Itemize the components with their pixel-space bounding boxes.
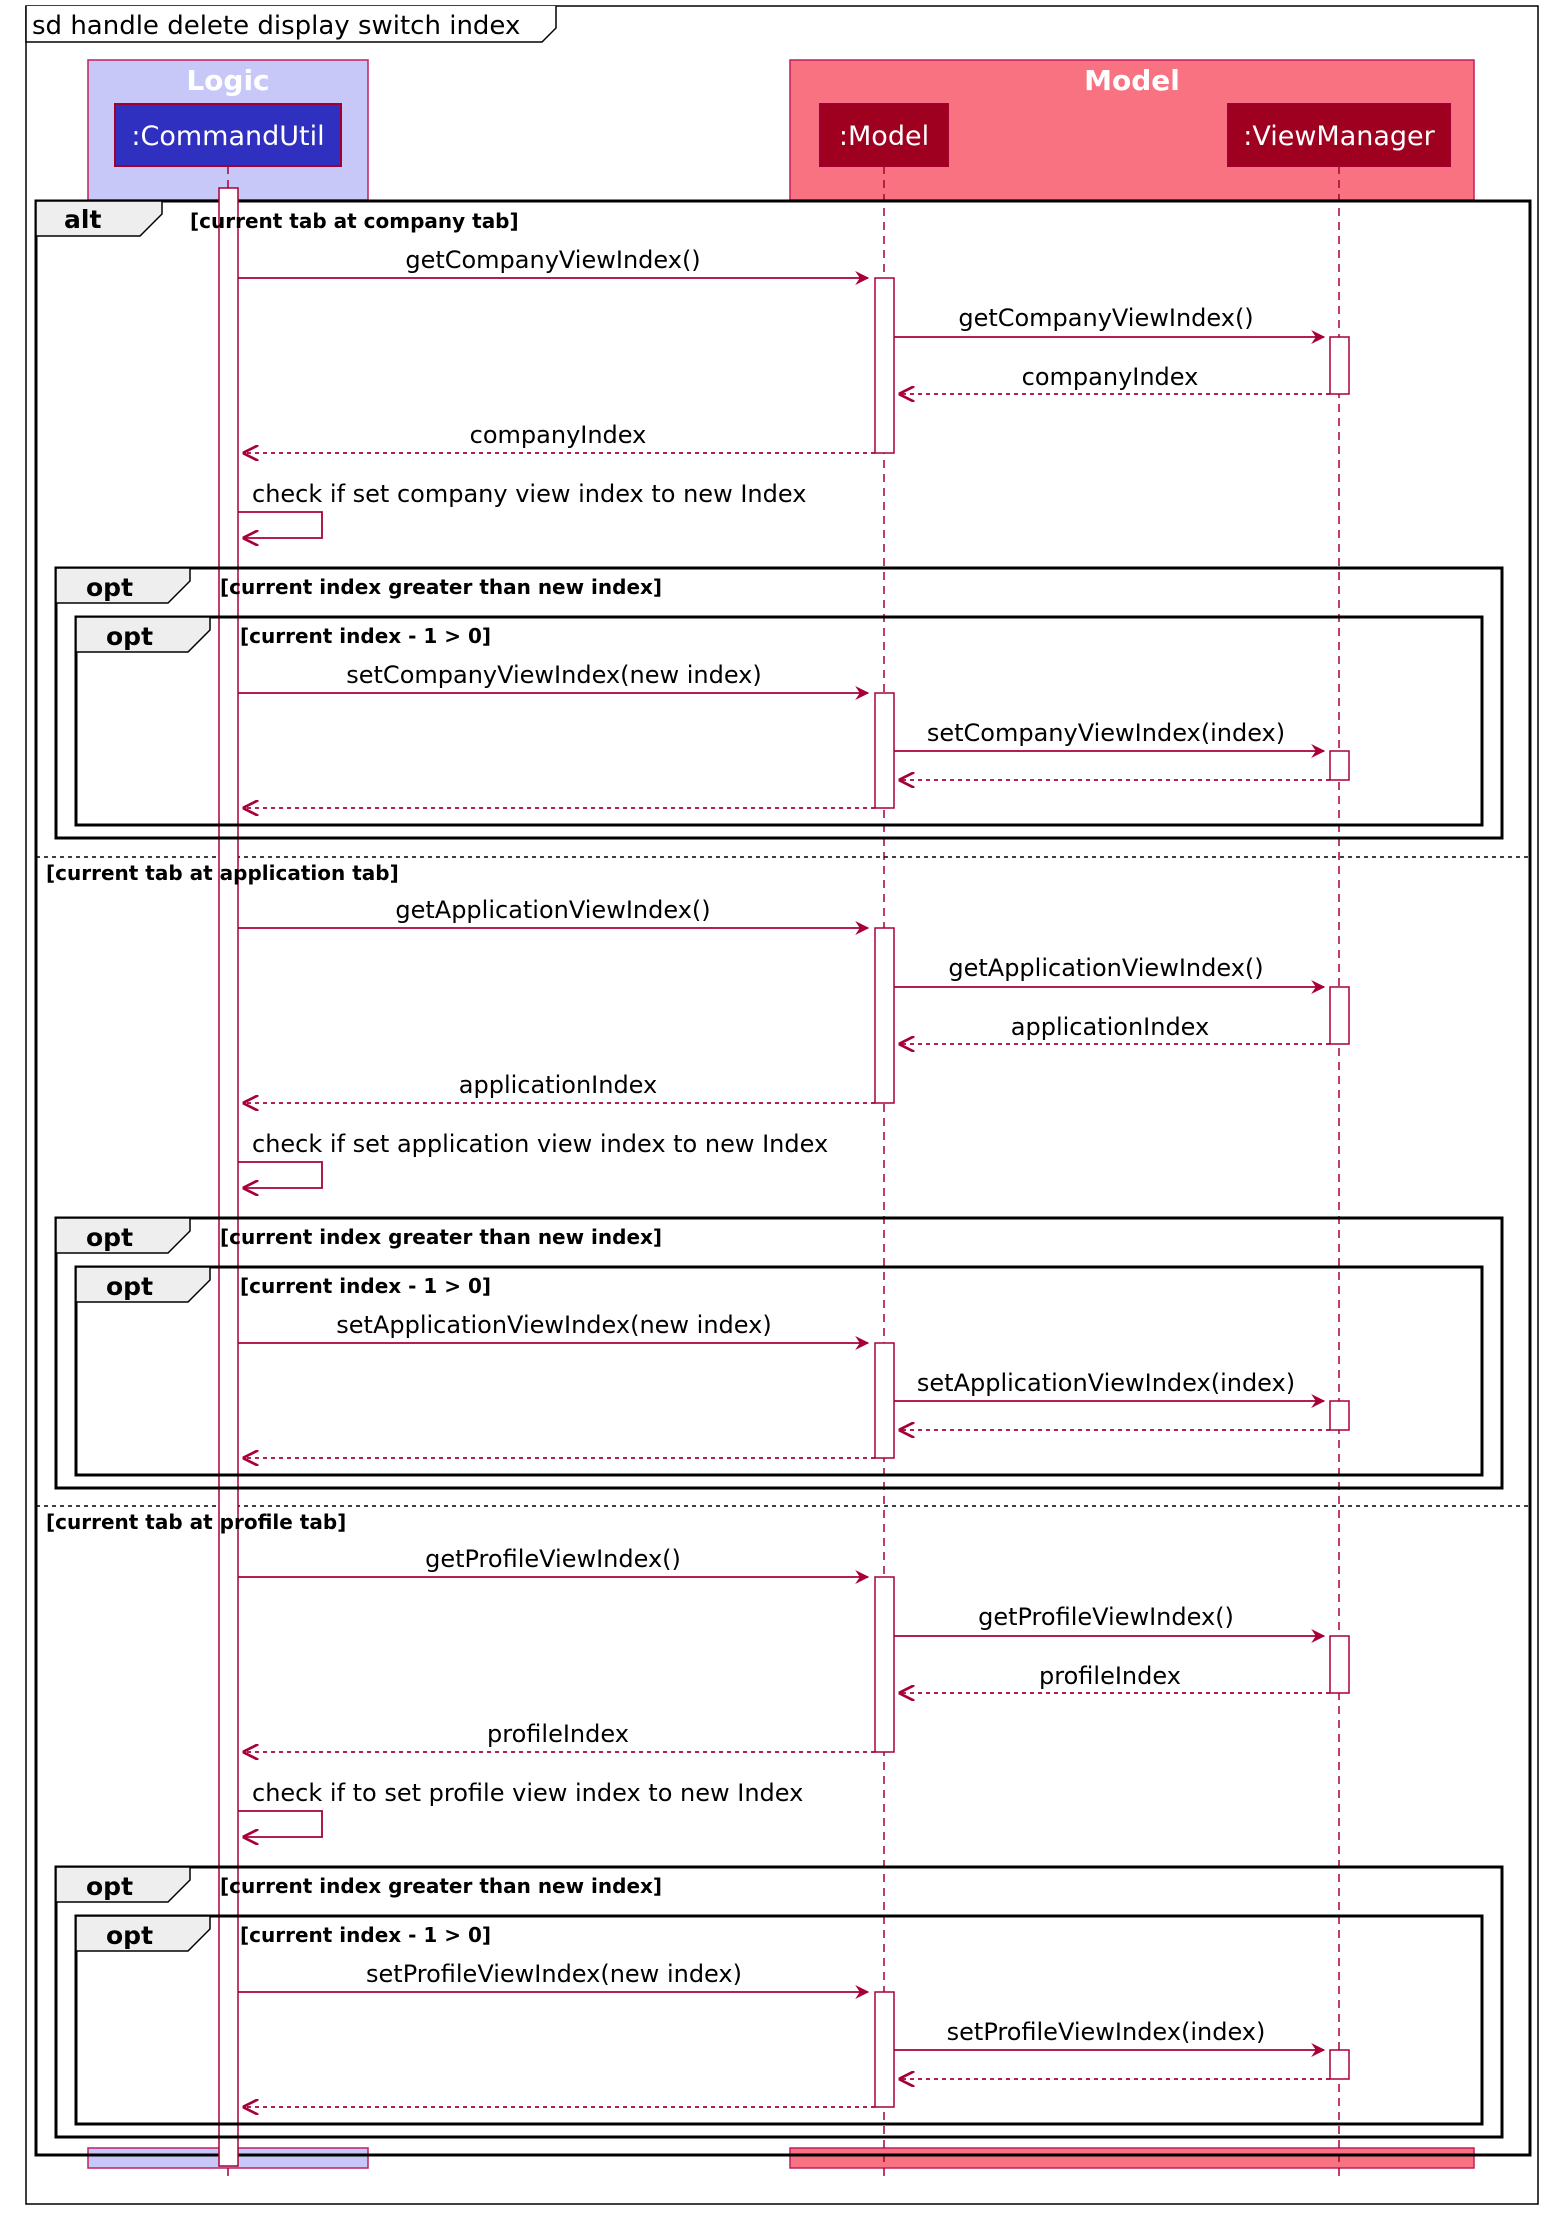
message-label: getProfileViewIndex(): [978, 1603, 1234, 1631]
activation-commandutil: [219, 188, 238, 2166]
opt-inner-keyword: opt: [106, 622, 154, 651]
opt-inner-keyword: opt: [106, 1921, 154, 1950]
opt-inner-frame: [76, 1916, 1482, 2124]
activation-viewmanager: [1330, 337, 1349, 394]
message-label: setApplicationViewIndex(index): [916, 1369, 1296, 1397]
self-message-arrow: [238, 512, 322, 538]
opt-inner-guard: [current index - 1 > 0]: [240, 624, 492, 648]
self-message-arrow: [238, 1811, 322, 1837]
activation-model: [875, 1343, 894, 1458]
activation-model: [875, 1992, 894, 2107]
box-model-bottom: [790, 2148, 1474, 2168]
message-label: getCompanyViewIndex(): [405, 246, 701, 274]
opt-outer-guard: [current index greater than new index]: [220, 1225, 663, 1249]
alt-guard: [current tab at profile tab]: [46, 1510, 347, 1534]
activation-viewmanager: [1330, 987, 1349, 1044]
opt-outer-guard: [current index greater than new index]: [220, 575, 663, 599]
opt-outer-keyword: opt: [86, 573, 134, 602]
box-logic-label: Logic: [186, 64, 270, 97]
self-message-arrow: [238, 1162, 322, 1188]
activation-viewmanager: [1330, 1401, 1349, 1430]
return-label: companyIndex: [1021, 363, 1199, 391]
opt-outer-keyword: opt: [86, 1872, 134, 1901]
opt-inner-keyword: opt: [106, 1272, 154, 1301]
activation-viewmanager: [1330, 1636, 1349, 1693]
opt-inner-guard: [current index - 1 > 0]: [240, 1923, 492, 1947]
return-label: profileIndex: [1039, 1662, 1181, 1690]
opt-outer-keyword: opt: [86, 1223, 134, 1252]
participant-model-label: :Model: [838, 121, 930, 152]
opt-outer-frame: [56, 568, 1502, 838]
activation-model: [875, 1577, 894, 1752]
message-label: setProfileViewIndex(new index): [366, 1960, 742, 1988]
alt-keyword: alt: [64, 205, 102, 234]
participant-viewmanager-label: :ViewManager: [1243, 121, 1435, 152]
opt-outer-frame: [56, 1867, 1502, 2137]
self-message-label: check if to set profile view index to new Index: [252, 1779, 804, 1807]
participant-commandutil-label: :CommandUtil: [131, 121, 325, 152]
sd-frame-title: sd handle delete display switch index: [32, 11, 521, 41]
return-label: companyIndex: [469, 421, 647, 449]
return-label: applicationIndex: [458, 1071, 658, 1099]
box-model-label: Model: [1084, 64, 1180, 97]
alt-guard: [current tab at application tab]: [46, 861, 399, 885]
activation-model: [875, 278, 894, 453]
self-message-label: check if set application view index to new Index: [252, 1130, 829, 1158]
return-label: applicationIndex: [1010, 1013, 1210, 1041]
opt-inner-guard: [current index - 1 > 0]: [240, 1274, 492, 1298]
message-label: setCompanyViewIndex(new index): [346, 661, 762, 689]
activation-model: [875, 693, 894, 808]
activation-model: [875, 928, 894, 1103]
alt-guard: [current tab at company tab]: [190, 209, 519, 233]
activation-viewmanager: [1330, 751, 1349, 780]
opt-outer-guard: [current index greater than new index]: [220, 1874, 663, 1898]
message-label: setProfileViewIndex(index): [946, 2018, 1266, 2046]
message-label: getCompanyViewIndex(): [958, 304, 1254, 332]
message-label: setApplicationViewIndex(new index): [336, 1311, 772, 1339]
message-label: getApplicationViewIndex(): [395, 896, 711, 924]
alt-sections: [46, 209, 1502, 2137]
message-label: getProfileViewIndex(): [425, 1545, 681, 1573]
message-label: getApplicationViewIndex(): [948, 954, 1264, 982]
activation-viewmanager: [1330, 2050, 1349, 2079]
return-label: profileIndex: [487, 1720, 629, 1748]
message-label: setCompanyViewIndex(index): [926, 719, 1286, 747]
opt-outer-frame: [56, 1218, 1502, 1488]
self-message-label: check if set company view index to new Index: [252, 480, 807, 508]
